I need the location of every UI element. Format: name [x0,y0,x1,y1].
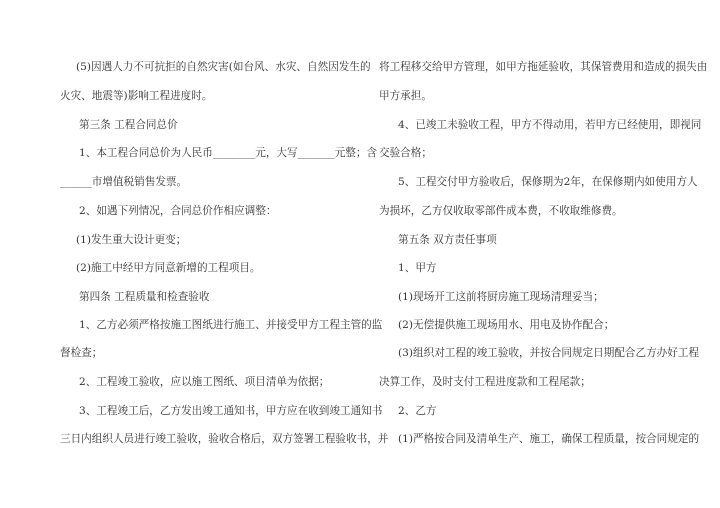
text-line: 1、甲方 [398,262,437,274]
text-line: 1、本工程合同总价为人民币________元，大写_______元整；含 [79,147,378,159]
text-line: (3)组织对工程的竣工验收，并按合同规定日期配合乙方办好工程 [398,347,700,359]
text-line: (1)发生重大设计更变； [76,234,187,246]
text-line: (1)严格按合同及清单生产、施工，确保工程质量，按合同规定的 [398,433,700,445]
text-line: 2、工程竣工验收，应以施工图纸、项目清单为依据； [79,376,330,388]
section-heading: 第四条 工程质量和检查验收 [79,291,210,303]
text-line: 3、工程竣工后，乙方发出竣工通知书，甲方应在收到竣工通知书 [79,405,383,417]
text-line: (2)施工中经甲方同意新增的工程项目。 [76,262,261,274]
text-line: 甲方承担。 [379,90,432,102]
text-line: 决算工作，及时支付工程进度款和工程尾款； [379,376,591,388]
text-line: 1、乙方必须严格按施工图纸进行施工、并接受甲方工程主管的监 [79,319,383,331]
text-line: (2)无偿提供施工现场用水、用电及协作配合； [398,319,615,331]
text-line: (1)现场开工这前将厨房施工现场清理妥当； [398,291,604,303]
text-line: 交验合格； [379,147,432,159]
text-line: 2、乙方 [398,405,437,417]
text-line: 2、如遇下列情况，合同总价作相应调整： [79,205,277,217]
section-heading: 第三条 工程合同总价 [79,119,178,131]
text-line: 督检查； [60,347,103,359]
text-line: 5、工程交付甲方验收后，保修期为2年，在保修期内如使用方人 [398,176,698,188]
text-line: (5)因遇人力不可抗拒的自然灾害(如台风、水灾、自然因发生的 [76,61,371,73]
text-line: 将工程移交给甲方管理，如甲方拖延验收，其保管费用和造成的损失由 [379,61,708,73]
text-line: 为损坏，乙方仅收取零部件成本费，不收取维修费。 [379,205,623,217]
section-heading: 第五条 双方责任事项 [398,234,497,246]
text-line: 4、已竣工未验收工程，甲方不得动用，若甲方已经使用，即视同 [398,119,702,131]
text-line: 三日内组织人员进行竣工验收，验收合格后，双方签署工程验收书，并 [60,433,389,445]
text-line: 火灾、地震等)影响工程进度时。 [60,90,213,102]
text-line: ______市增值税销售发票。 [60,176,188,188]
